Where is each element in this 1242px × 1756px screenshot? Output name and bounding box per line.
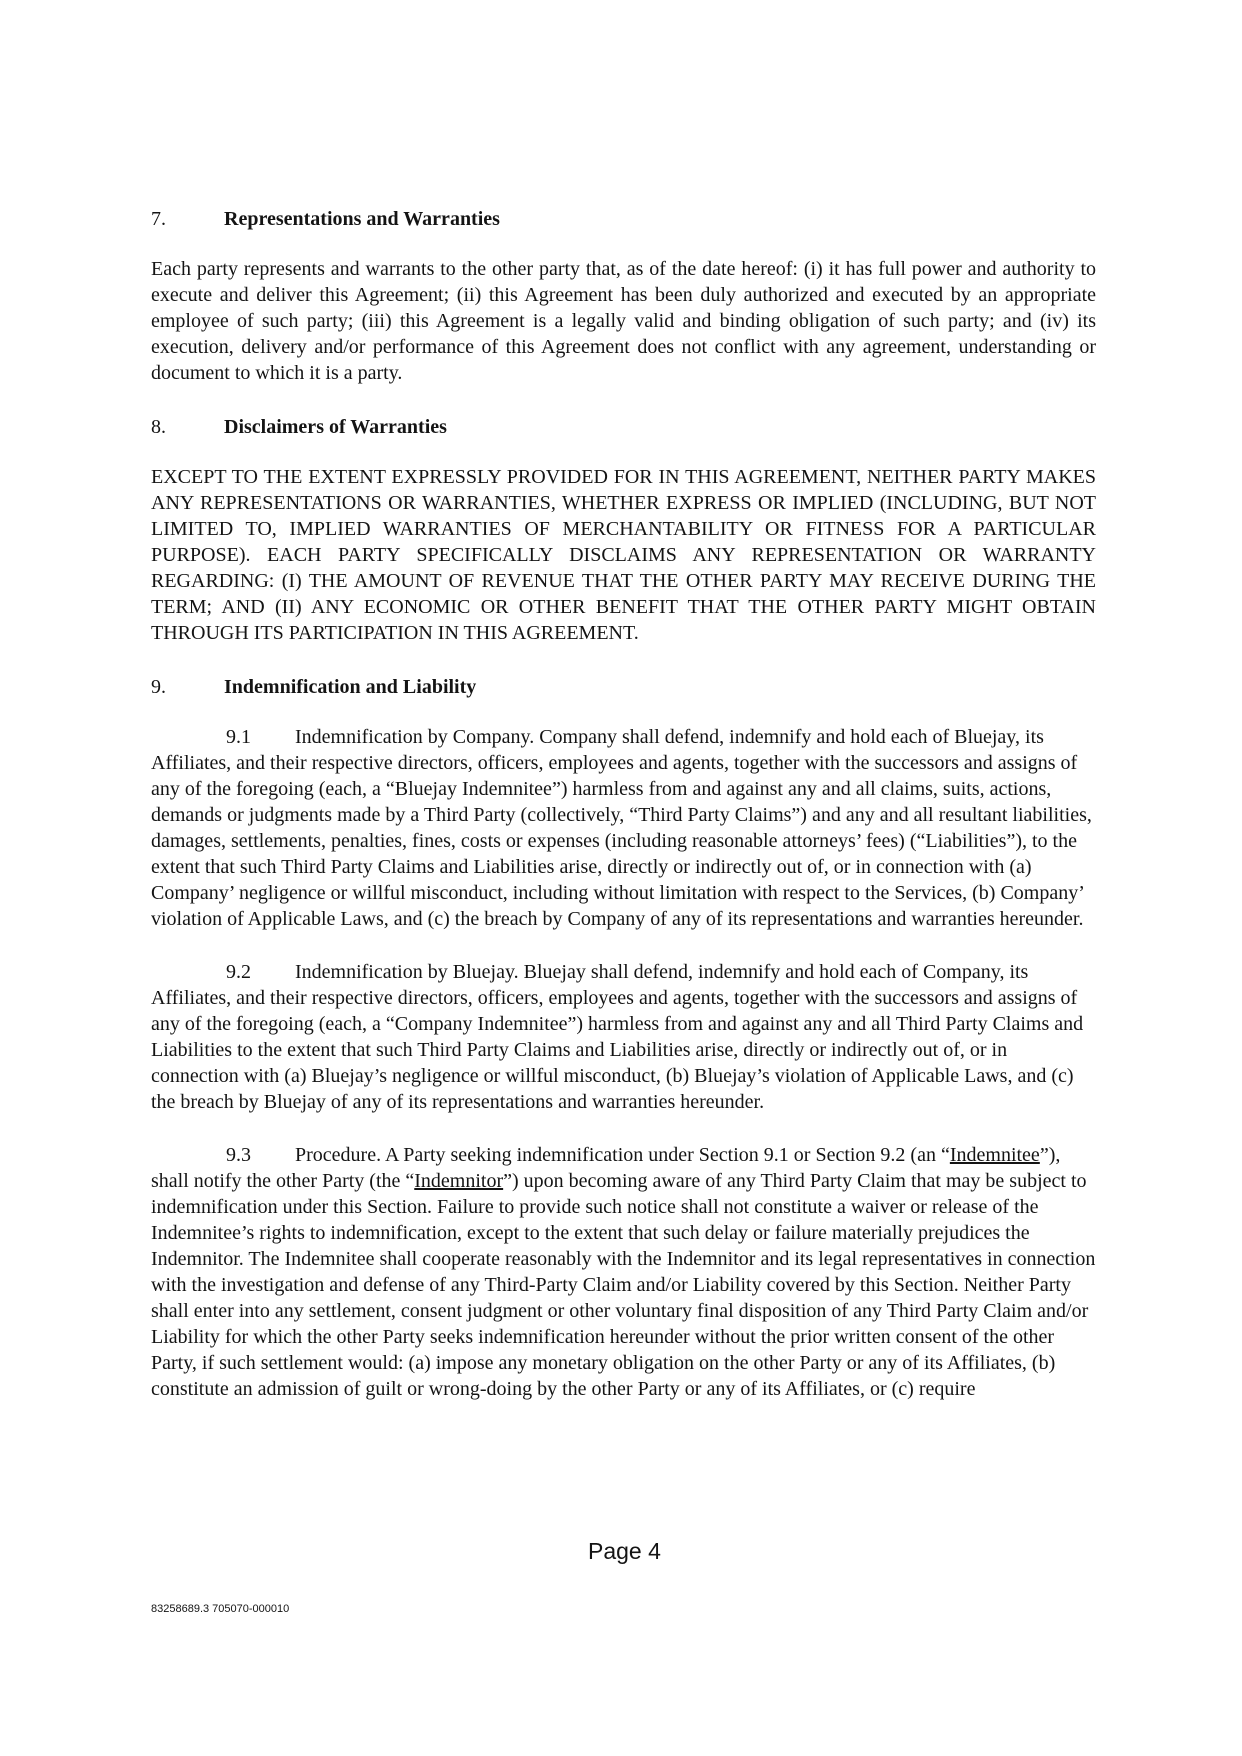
subsection-9-1	[151, 724, 1096, 932]
section-7-body: Each party represents and warrants to the other party that, as of the date hereof: (i) it has full power and authority to execute and deliver this Agreement; (ii) this Agreement has been duly authorized and executed by an appropriate employee of such party; (iii) this Agreement is a legally valid and binding obligation of such party; and (iv) its execution, delivery and/or performance of this Agreement does not conflict with any agreement, understanding or document to which it is a party.	[151, 258, 1096, 384]
section-9-number: 9.	[151, 676, 166, 698]
section-7-heading	[151, 206, 1096, 232]
document-body	[151, 206, 1096, 1402]
subsection-9-2	[151, 959, 1096, 1115]
subsection-9-1-number: 9.1	[226, 726, 251, 748]
subsection-9-2-body: Indemnification by Bluejay. Bluejay shall defend, indemnify and hold each of Company, its Affiliates, and their respective directors, officers, employees and agents, together with the successors and assigns of any of the foregoing (each, a “Company Indemnitee”) harmless from and against any and all Third Party Claims and Liabilities to the extent that such Third Party Claims and Liabilities arise, directly or indirectly out of, or in connection with (a) Bluejay’s negligence or willful misconduct, (b) Bluejay’s violation of Applicable Laws, and (c) the breach by Bluejay of any of its representations and warranties hereunder.	[151, 961, 1084, 1113]
section-8-title: Disclaimers of Warranties	[224, 416, 447, 438]
section-8-heading	[151, 414, 1096, 440]
section-8-body: EXCEPT TO THE EXTENT EXPRESSLY PROVIDED FOR IN THIS AGREEMENT, NEITHER PARTY MAKES ANY REPRESENTATIONS OR WARRANTIES, WHETHER EXPRESS OR IMPLIED (INCLUDING, BUT NOT LIMITED TO, IMPLIED WARRANTIES OF MERCHANTABILITY OR FITNESS FOR A PARTICULAR PURPOSE). EACH PARTY SPECIFICALLY DISCLAIMS ANY REPRESENTATION OR WARRANTY REGARDING: (I) THE AMOUNT OF REVENUE THAT THE OTHER PARTY MAY RECEIVE DURING THE TERM; AND (II) ANY ECONOMIC OR OTHER BENEFIT THAT THE OTHER PARTY MIGHT OBTAIN THROUGH ITS PARTICIPATION IN THIS AGREEMENT.	[151, 466, 1096, 644]
subsection-9-3-text-3: ”) upon becoming aware of any Third Party Claim that may be subject to indemnification under this Section. Failure to provide such notice shall not constitute a waiver or release of the Indemnitee’s rights to indemnification, except to the extent that such delay or failure materially prejudices the Indemnitor. The Indemnitee shall cooperate reasonably with the Indemnitor and its legal representatives in connection with the investigation and defense of any Third-Party Claim and/or Liability covered by this Section. Neither Party shall enter into any settlement, consent judgment or other voluntary final disposition of any Third Party Claim and/or Liability for which the other Party seeks indemnification hereunder without the prior written consent of the other Party, if such settlement would: (a) impose any monetary obligation on the other Party or any of its Affiliates, (b) constitute an admission of guilt or wrong-doing by the other Party or any of its Affiliates, or (c) require	[151, 1170, 1096, 1400]
subsection-9-2-number: 9.2	[226, 961, 251, 983]
subsection-9-3-text-2: ”), shall notify the other Party (the “	[151, 1144, 1061, 1192]
section-8-number: 8.	[151, 416, 166, 438]
term-indemnitee: Indemnitee	[949, 1144, 1040, 1166]
document-id: 83258689.3 705070-000010	[151, 1603, 290, 1615]
section-7-number: 7.	[151, 208, 166, 230]
section-7-title: Representations and Warranties	[224, 208, 500, 230]
subsection-9-3	[151, 1142, 1096, 1402]
section-9-title: Indemnification and Liability	[224, 676, 477, 698]
subsection-9-3-text-1: Procedure. A Party seeking indemnification under Section 9.1 or Section 9.2 (an “	[295, 1144, 950, 1166]
subsection-9-3-number: 9.3	[226, 1144, 251, 1166]
section-9-heading	[151, 674, 1096, 700]
term-indemnitor: Indemnitor	[414, 1170, 504, 1192]
page-number: Page 4	[588, 1538, 661, 1564]
subsection-9-1-body: Indemnification by Company. Company shall defend, indemnify and hold each of Bluejay, its Affiliates, and their respective directors, officers, employees and agents, together with the successors and assigns of any of the foregoing (each, a “Bluejay Indemnitee”) harmless from and against any and all claims, suits, actions, demands or judgments made by a Third Party (collectively, “Third Party Claims”) and any and all resultant liabilities, damages, settlements, penalties, fines, costs or expenses (including reasonable attorneys’ fees) (“Liabilities”), to the extent that such Third Party Claims and Liabilities arise, directly or indirectly out of, or in connection with (a) Company’ negligence or willful misconduct, including without limitation with respect to the Services, (b) Company’ violation of Applicable Laws, and (c) the breach by Company of any of its representations and warranties hereunder.	[151, 726, 1092, 930]
